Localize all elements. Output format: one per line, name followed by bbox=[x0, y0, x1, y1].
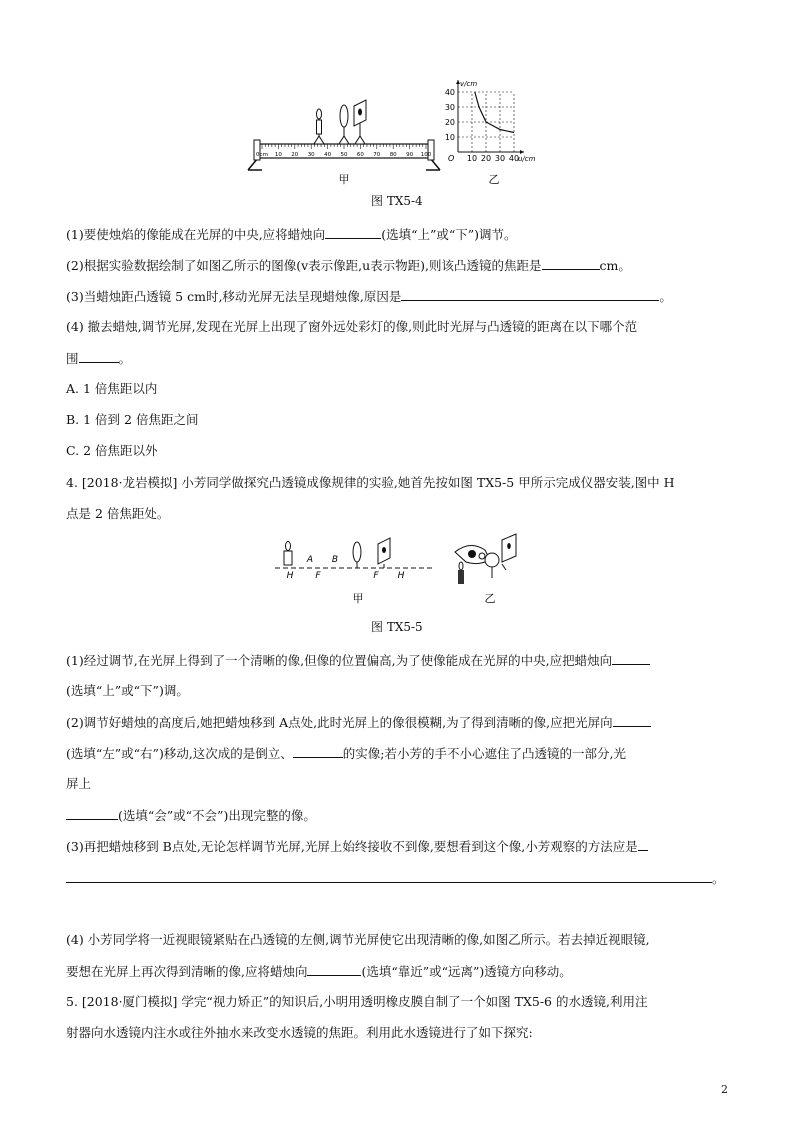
diagram-jia bbox=[275, 538, 432, 581]
option-a: A. 1 倍焦距以内 bbox=[66, 381, 158, 396]
q4-part3-line2: 。 bbox=[66, 870, 725, 887]
ruler-tick-label: 90 bbox=[406, 152, 414, 158]
x-tick-label: 40 bbox=[508, 154, 520, 163]
ruler-tick-label: 70 bbox=[373, 152, 381, 158]
ruler-tick-label: 40 bbox=[324, 152, 332, 158]
ruler-tick-label: 50 bbox=[340, 152, 348, 158]
page-number: 2 bbox=[721, 1083, 728, 1096]
fig4-label-yi: 乙 bbox=[488, 173, 500, 186]
fig5-label-yi: 乙 bbox=[484, 592, 496, 605]
graph-v-u bbox=[445, 80, 536, 163]
x-tick-label: 30 bbox=[494, 154, 506, 163]
answer-blank[interactable] bbox=[79, 350, 119, 363]
q3-part4-line1: (4) 撤去蜡烛,调节光屏,发现在光屏上出现了窗外远处彩灯的像,则此时光屏与凸透镜的距离在以下哪个范 bbox=[66, 319, 638, 334]
figure-tx5-5 bbox=[270, 530, 540, 610]
ruler-tick-label: 80 bbox=[389, 152, 397, 158]
answer-blank[interactable] bbox=[66, 807, 118, 820]
q4-part2-line4: (选填“会”或“不会”)出现完整的像。 bbox=[66, 807, 316, 824]
y-tick-label: 20 bbox=[444, 118, 455, 127]
answer-blank[interactable] bbox=[542, 257, 600, 270]
answer-blank[interactable] bbox=[612, 652, 650, 665]
option-c: C. 2 倍焦距以外 bbox=[66, 443, 158, 458]
fig4-label-jia: 甲 bbox=[338, 173, 350, 186]
q4-part2-line1: (2)调节好蜡烛的高度后,她把蜡烛移到 A点处,此时光屏上的像很模糊,为了得到清晰的像,应把光屏向 bbox=[66, 714, 651, 731]
figure-caption-tx5-5: 图 TX5-5 bbox=[371, 620, 423, 634]
ruler-tick-label: 0cm bbox=[256, 152, 268, 158]
fig5-label-jia: 甲 bbox=[352, 592, 364, 605]
q3-part1: (1)要使烛焰的像能成在光屏的中央,应将蜡烛向 (选填“上”或“下”)调节。 bbox=[66, 227, 517, 242]
q4-part2-line2: (选填“左”或“右”)移动,这次成的是倒立、 的实像;若小芳的手不小心遮住了凸透镜的一部分,光 bbox=[66, 746, 626, 761]
ruler-tick-label: 100 bbox=[420, 152, 432, 158]
y-axis-label: v/cm bbox=[460, 80, 478, 88]
figure-tx5-4 bbox=[240, 78, 560, 190]
x-axis-label: u/cm bbox=[518, 155, 536, 163]
y-tick-label: 10 bbox=[444, 133, 455, 142]
figure-caption-tx5-4: 图 TX5-4 bbox=[371, 194, 423, 208]
answer-blank[interactable] bbox=[325, 226, 381, 239]
answer-blank[interactable] bbox=[401, 288, 659, 301]
y-tick-label: 40 bbox=[444, 88, 455, 97]
ruler-tick-label: 10 bbox=[274, 152, 282, 158]
q4-intro-line1: 4. [2018·龙岩模拟] 小芳同学做探究凸透镜成像规律的实验,她首先按如图 TX5-5 甲所示完成仪器安装,图中 H bbox=[66, 475, 675, 490]
q4-part1-line1: (1)经过调节,在光屏上得到了一个清晰的像,但像的位置偏高,为了使像能成在光屏的中央,应把蜡烛向 bbox=[66, 652, 650, 669]
y-tick-label: 30 bbox=[444, 103, 455, 112]
point-label: H bbox=[286, 571, 294, 581]
ruler-tick-label: 20 bbox=[291, 152, 299, 158]
diagram-yi bbox=[455, 534, 516, 584]
q5-line1: 5. [2018·厦门模拟] 学完“视力矫正”的知识后,小明用透明橡皮膜自制了一个如图 TX5-6 的水透镜,利用注 bbox=[66, 994, 648, 1009]
ruler-tick-label: 30 bbox=[307, 152, 315, 158]
point-label: H bbox=[397, 571, 405, 581]
candle bbox=[314, 109, 324, 144]
x-tick-label: 10 bbox=[466, 154, 478, 163]
light-screen bbox=[354, 100, 366, 144]
q3-part2: (2)根据实验数据绘制了如图乙所示的图像(v表示像距,u表示物距),则该凸透镜的焦距是 cm。 bbox=[66, 258, 631, 273]
point-label: F bbox=[315, 571, 321, 581]
convex-lens bbox=[339, 105, 349, 144]
answer-blank[interactable] bbox=[307, 963, 361, 976]
origin-label: O bbox=[448, 154, 455, 163]
q4-part2-line3: 屏上 bbox=[66, 776, 92, 791]
option-b: B. 1 倍到 2 倍焦距之间 bbox=[66, 412, 199, 427]
q4-part3-line1: (3)再把蜡烛移到 B点处,无论怎样调节光屏,光屏上始终接收不到像,要想看到这个像,小芳观察的方法应是 bbox=[66, 838, 648, 855]
x-tick-label: 20 bbox=[480, 154, 492, 163]
answer-blank[interactable] bbox=[638, 838, 648, 851]
ruler-tick-label: 60 bbox=[356, 152, 364, 158]
q4-part4-line1: (4) 小芳同学将一近视眼镜紧贴在凸透镜的左侧,调节光屏使它出现清晰的像,如图乙所示。若去掉近视眼镜, bbox=[66, 932, 650, 947]
series-curve bbox=[475, 92, 514, 133]
answer-blank[interactable] bbox=[293, 745, 343, 758]
point-label: B bbox=[331, 555, 339, 565]
point-label: F bbox=[373, 571, 379, 581]
answer-blank[interactable] bbox=[613, 714, 651, 727]
point-label: A bbox=[306, 555, 314, 565]
q5-line2: 射器向水透镜内注水或往外抽水来改变水透镜的焦距。利用此水透镜进行了如下探究: bbox=[66, 1025, 533, 1040]
q3-part3: (3)当蜡烛距凸透镜 5 cm时,移动光屏无法呈现蜡烛像,原因是 。 bbox=[66, 289, 672, 304]
q4-part4-line2: 要想在光屏上再次得到清晰的像,应将蜡烛向 (选填“靠近”或“远离”)透镜方向移动。 bbox=[66, 964, 572, 979]
q4-part1-line2: (选填“上”或“下”)调。 bbox=[66, 683, 189, 698]
answer-blank-long[interactable] bbox=[66, 870, 712, 883]
q3-part4-line2: 围 。 bbox=[66, 351, 132, 366]
q4-intro-line2: 点是 2 倍焦距处。 bbox=[66, 506, 170, 521]
